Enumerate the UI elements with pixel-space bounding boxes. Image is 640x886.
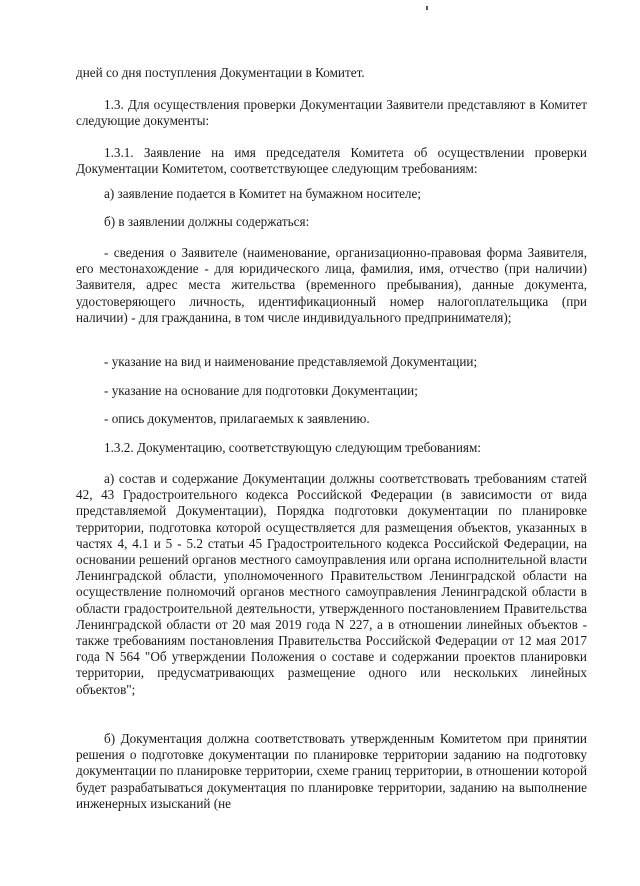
paragraph-1-3-2: 1.3.2. Документацию, соответствующую следующим требованиям:	[104, 440, 481, 455]
paragraph-a-composition: а) состав и содержание Документации должны соответствовать требованиям статей 42, 43 Градостроительного кодекса Российской Федерации (в зависимости от вида представляемой Документации), Порядка подготовки документации по планировке территории, подготовка которой осуществляется для размещения объектов, указанных в частях 4, 4.1 и 5 - 5.2 статьи 45 Градостроительного кодекса Российской Федерации, на основании решений органов местного самоуправления или органа исполнительной власти Ленинградской области, уполномоченного Правительством Ленинградской области на осуществление полномочий органов местного самоуправления Ленинградской области в области градостроительной деятельности, утвержденного постановлением Правительства Ленинградской области от 20 мая 2019 года N 227, а в отношении линейных объектов - также требованиям постановления Правительства Российской Федерации от 12 мая 2017 года N 564 "Об утверждении Положения о составе и содержании проектов планировки территории, предусматривающих размещение одного или нескольких линейных объектов";	[76, 471, 587, 697]
paragraph-doc-type: - указание на вид и наименование представляемой Документации;	[104, 354, 478, 369]
paragraph-a-paper: а) заявление подается в Комитет на бумажном носителе;	[104, 186, 422, 201]
paragraph-doc-inventory: - опись документов, прилагаемых к заявлению.	[104, 411, 370, 426]
scan-mark	[426, 6, 428, 10]
paragraph-continuation: дней со дня поступления Документации в Комитет.	[76, 65, 365, 80]
paragraph-1-3: 1.3. Для осуществления проверки Документации Заявители представляют в Комитет следующие документы:	[76, 97, 587, 129]
paragraph-1-3-1: 1.3.1. Заявление на имя председателя Комитета об осуществлении проверки Документации Комитетом, соответствующее следующим требованиям:	[76, 145, 587, 177]
paragraph-b-contents: б) в заявлении должны содержаться:	[104, 214, 310, 229]
paragraph-b-compliance: б) Документация должна соответствовать утвержденным Комитетом при принятии решения о подготовке документации по планировке территории заданию на подготовку документации по планировке территории, схеме границ территории, в отношении которой будет разрабатываться документация по планировке территории, заданию на выполнение инженерных изысканий (не	[76, 731, 587, 811]
paragraph-doc-basis: - указание на основание для подготовки Документации;	[104, 383, 418, 398]
paragraph-applicant-info: - сведения о Заявителе (наименование, организационно-правовая форма Заявителя, его местонахождение - для юридического лица, фамилия, имя, отчество (при наличии) Заявителя, адрес места жительства (временного пребывания), данные документа, удостоверяющего личность, идентификационный номер налогоплательщика (при наличии) - для гражданина, в том числе индивидуального предпринимателя);	[76, 245, 587, 325]
